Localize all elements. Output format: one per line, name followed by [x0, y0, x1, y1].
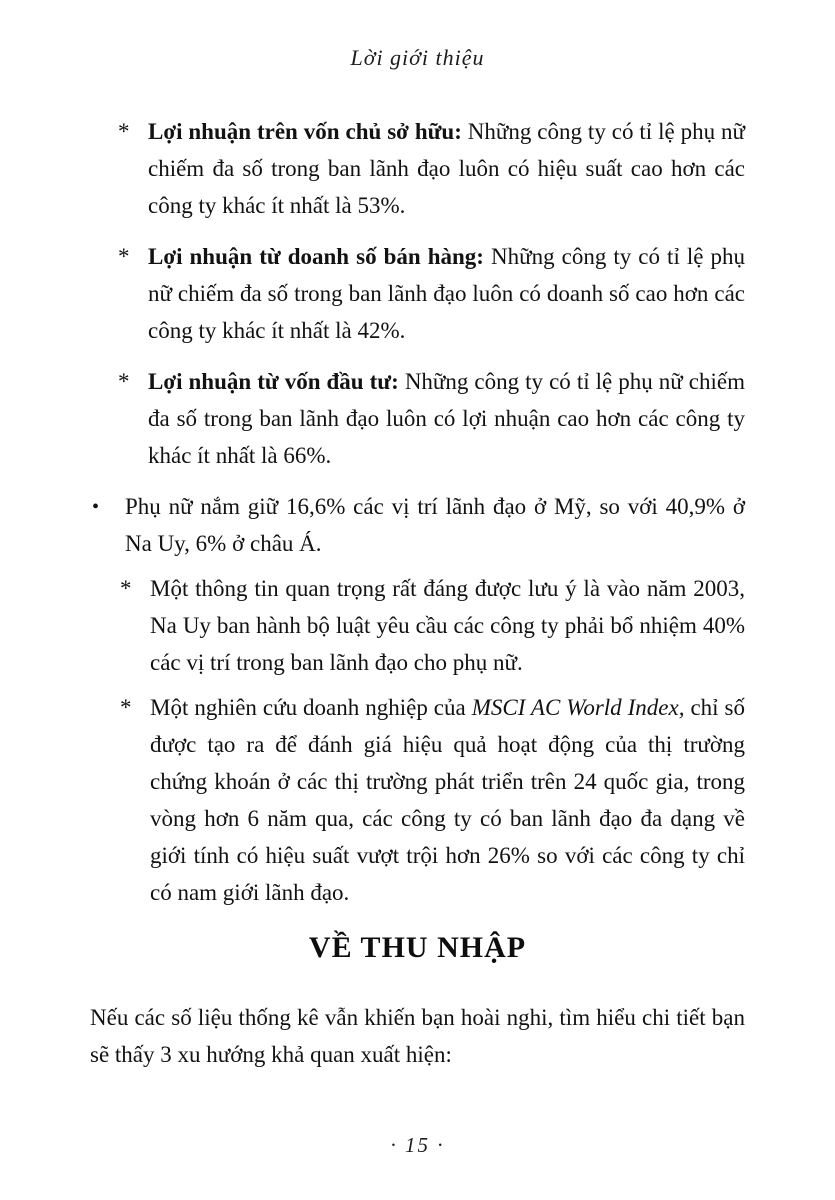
page-number: · 15 ·: [390, 1133, 445, 1157]
bullet-text: [148, 238, 745, 349]
bullet-bold-label: Lợi nhuận từ doanh số bán hàng:: [148, 244, 484, 269]
bullet-text: Một thông tin quan trọng rất đáng được lưu ý là vào năm 2003, Na Uy ban hành bộ luật yêu cầu các công ty phải bổ nhiệm 40% các vị trí trong ban lãnh đạo cho phụ nữ.: [150, 576, 745, 675]
bullet-text: Phụ nữ nắm giữ 16,6% các vị trí lãnh đạo ở Mỹ, so với 40,9% ở Na Uy, 6% ở châu Á.: [125, 494, 745, 556]
star-bullet-list: [90, 113, 745, 474]
bullet-bold-label: Lợi nhuận từ vốn đầu tư:: [148, 369, 399, 394]
asterisk-marker: *: [118, 119, 130, 144]
bullet-item: [90, 238, 745, 349]
bullet-body: Những công ty có tỉ lệ phụ nữ chiếm đa số trong ban lãnh đạo luôn có lợi nhuận cao hơn các công ty khác ít nhất là 66%.: [148, 369, 746, 468]
dot-marker: •: [92, 496, 100, 518]
bullet-item: [90, 689, 745, 911]
asterisk-marker: *: [118, 244, 130, 269]
running-header: Lời giới thiệu: [350, 45, 485, 70]
bullet-bold-label: Lợi nhuận trên vốn chủ sở hữu:: [148, 119, 462, 144]
bullet-body: Những công ty có tỉ lệ phụ nữ chiếm đa số trong ban lãnh đạo luôn có hiệu suất cao hơn các công ty khác ít nhất là 53%.: [148, 119, 745, 218]
bullet-item: [90, 363, 745, 474]
bullet-body: chỉ số được tạo ra để đánh giá hiệu quả hoạt động của thị trường chứng khoán ở các thị trường phát triển trên 24 quốc gia, trong vòng hơn 6 năm qua, các công ty có ban lãnh đạo đa dạng về giới tính có hiệu suất vượt trội hơn 26% so với các công ty chỉ có nam giới lãnh đạo.: [150, 695, 745, 905]
bullet-body: Những công ty có tỉ lệ phụ nữ chiếm đa số trong ban lãnh đạo luôn có doanh số cao hơn các công ty khác ít nhất là 42%.: [148, 244, 746, 343]
bullet-item: [90, 488, 745, 562]
asterisk-marker: *: [120, 695, 132, 720]
bullet-body: Một nghiên cứu doanh nghiệp của: [150, 695, 472, 720]
asterisk-marker: *: [118, 369, 130, 394]
section-heading: VỀ THU NHẬP: [308, 931, 527, 964]
bullet-text: [150, 689, 745, 911]
bullet-item: [90, 570, 745, 681]
bullet-text: [148, 113, 745, 224]
sub-bullet-list: [90, 570, 745, 911]
bullet-text: [148, 363, 745, 474]
closing-paragraph: Nếu các số liệu thống kê vẫn khiến bạn hoài nghi, tìm hiểu chi tiết bạn sẽ thấy 3 xu hướng khả quan xuất hiện:: [90, 1005, 745, 1067]
bullet-item: [90, 113, 745, 224]
asterisk-marker: *: [120, 576, 132, 601]
italic-phrase: MSCI AC World Index,: [471, 695, 685, 720]
